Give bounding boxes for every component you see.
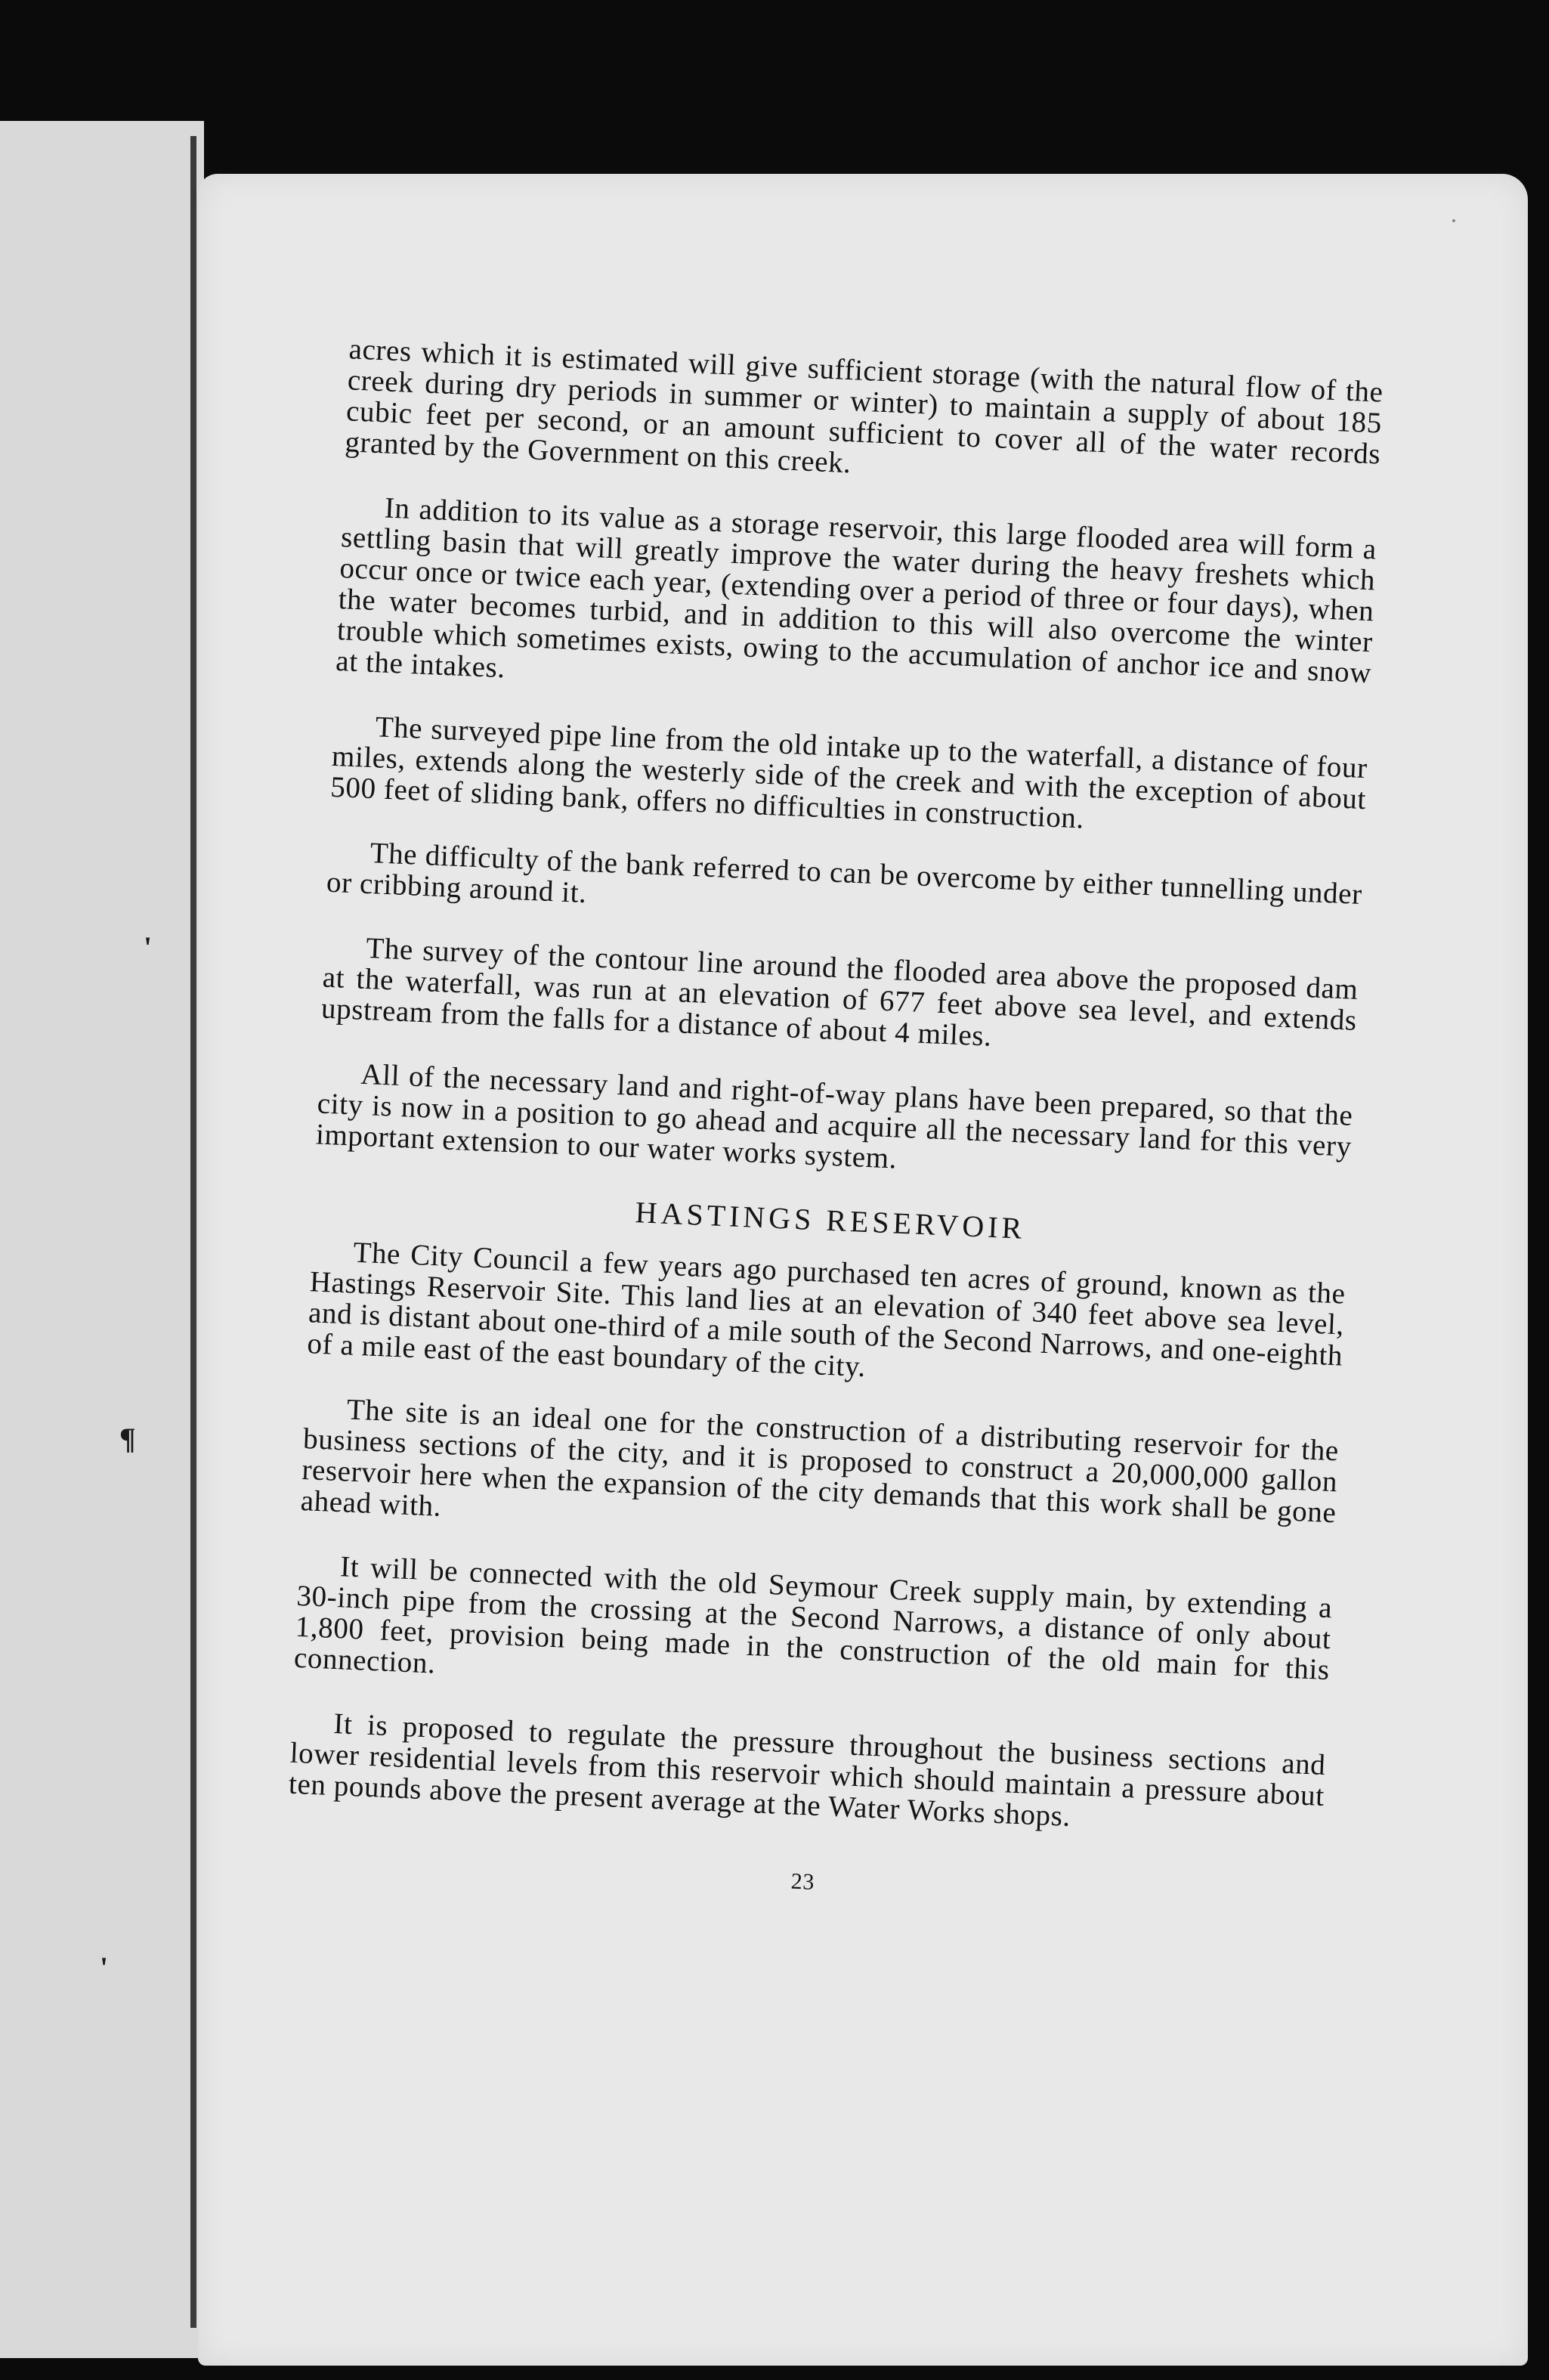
page-text — [285, 333, 1384, 1919]
paragraph-4: The difficulty of the bank referred to can be overcome by either tunnelling under or cribbing around it. — [326, 837, 1363, 911]
margin-mark-3: ' — [100, 1951, 109, 1985]
paragraph-5: The survey of the contour line around the flooded area above the proposed dam at the waterfall, was run at an elevation of 677 feet above sea level, and extends upstream from the falls for a distance of about 4 miles. — [320, 931, 1359, 1053]
paragraph-9: It will be connected with the old Seymour Creek supply main, by extending a 30-inch pipe from the crossing at the Second Narrows, a distance of only about 1,800 feet, provision being made in the construction of the old main for this connection. — [293, 1550, 1334, 1687]
margin-mark-1: ' — [144, 930, 153, 964]
paragraph-3: The surveyed pipe line from the old intake up to the waterfall, a distance of four miles, extends along the westerly side of the creek and with the exception of about 500 feet of sliding bank, offers no difficulties in construction. — [329, 710, 1368, 835]
previous-page — [0, 121, 204, 2358]
paragraph-1: acres which it is estimated will give sufficient storage (with the natural flow of the creek during dry periods in summer or winter) to maintain a supply of about 185 cubic feet per second, or an amount sufficient to cover all of the water records granted by the Government on this creek. — [344, 333, 1384, 480]
section-heading: HASTINGS RESERVOIR — [634, 1195, 1027, 1246]
paragraph-6: All of the necessary land and right-of-way plans have been prepared, so that the city is now in a position to go ahead and acquire all the necessary land for this very important extension to our water works system. — [315, 1057, 1354, 1175]
paragraph-2: In addition to its value as a storage reservoir, this large flooded area will form a settling basin that will greatly improve the water during the heavy freshets which occur once or twice each year, (extending over a period of three or four days), when the water becomes turbid, and in addition to this will also overcome the winter trouble which sometimes exists, owing to the accumulation of anchor ice and snow at the intakes. — [335, 491, 1377, 690]
paragraph-8: The site is an ideal one for the construction of a distributing reservoir for the business sections of the city, and it is proposed to construct a 20,000,000 gallon reservoir here when the expansion of the city demands that this work shall be gone ahead with. — [299, 1393, 1340, 1530]
binding-edge — [190, 136, 196, 2328]
margin-mark-2: ¶ — [119, 1422, 136, 1456]
book-page — [198, 174, 1528, 2366]
paragraph-10: It is proposed to regulate the pressure throughout the business sections and lower residential levels from this reservoir which should maintain a pressure about ten pounds above the present average at the Water Works shops. — [288, 1707, 1327, 1833]
scan-speck — [1452, 219, 1455, 222]
paragraph-7: The City Council a few years ago purchased ten acres of ground, known as the Hastings Reservoir Site. This land lies at an elevation of 340 feet above sea level, and is distant about one-third of a mile south of the Second Narrows, and one-eighth of a mile east of the east boundary of the city. — [306, 1236, 1346, 1384]
page-number: 23 — [790, 1868, 815, 1895]
